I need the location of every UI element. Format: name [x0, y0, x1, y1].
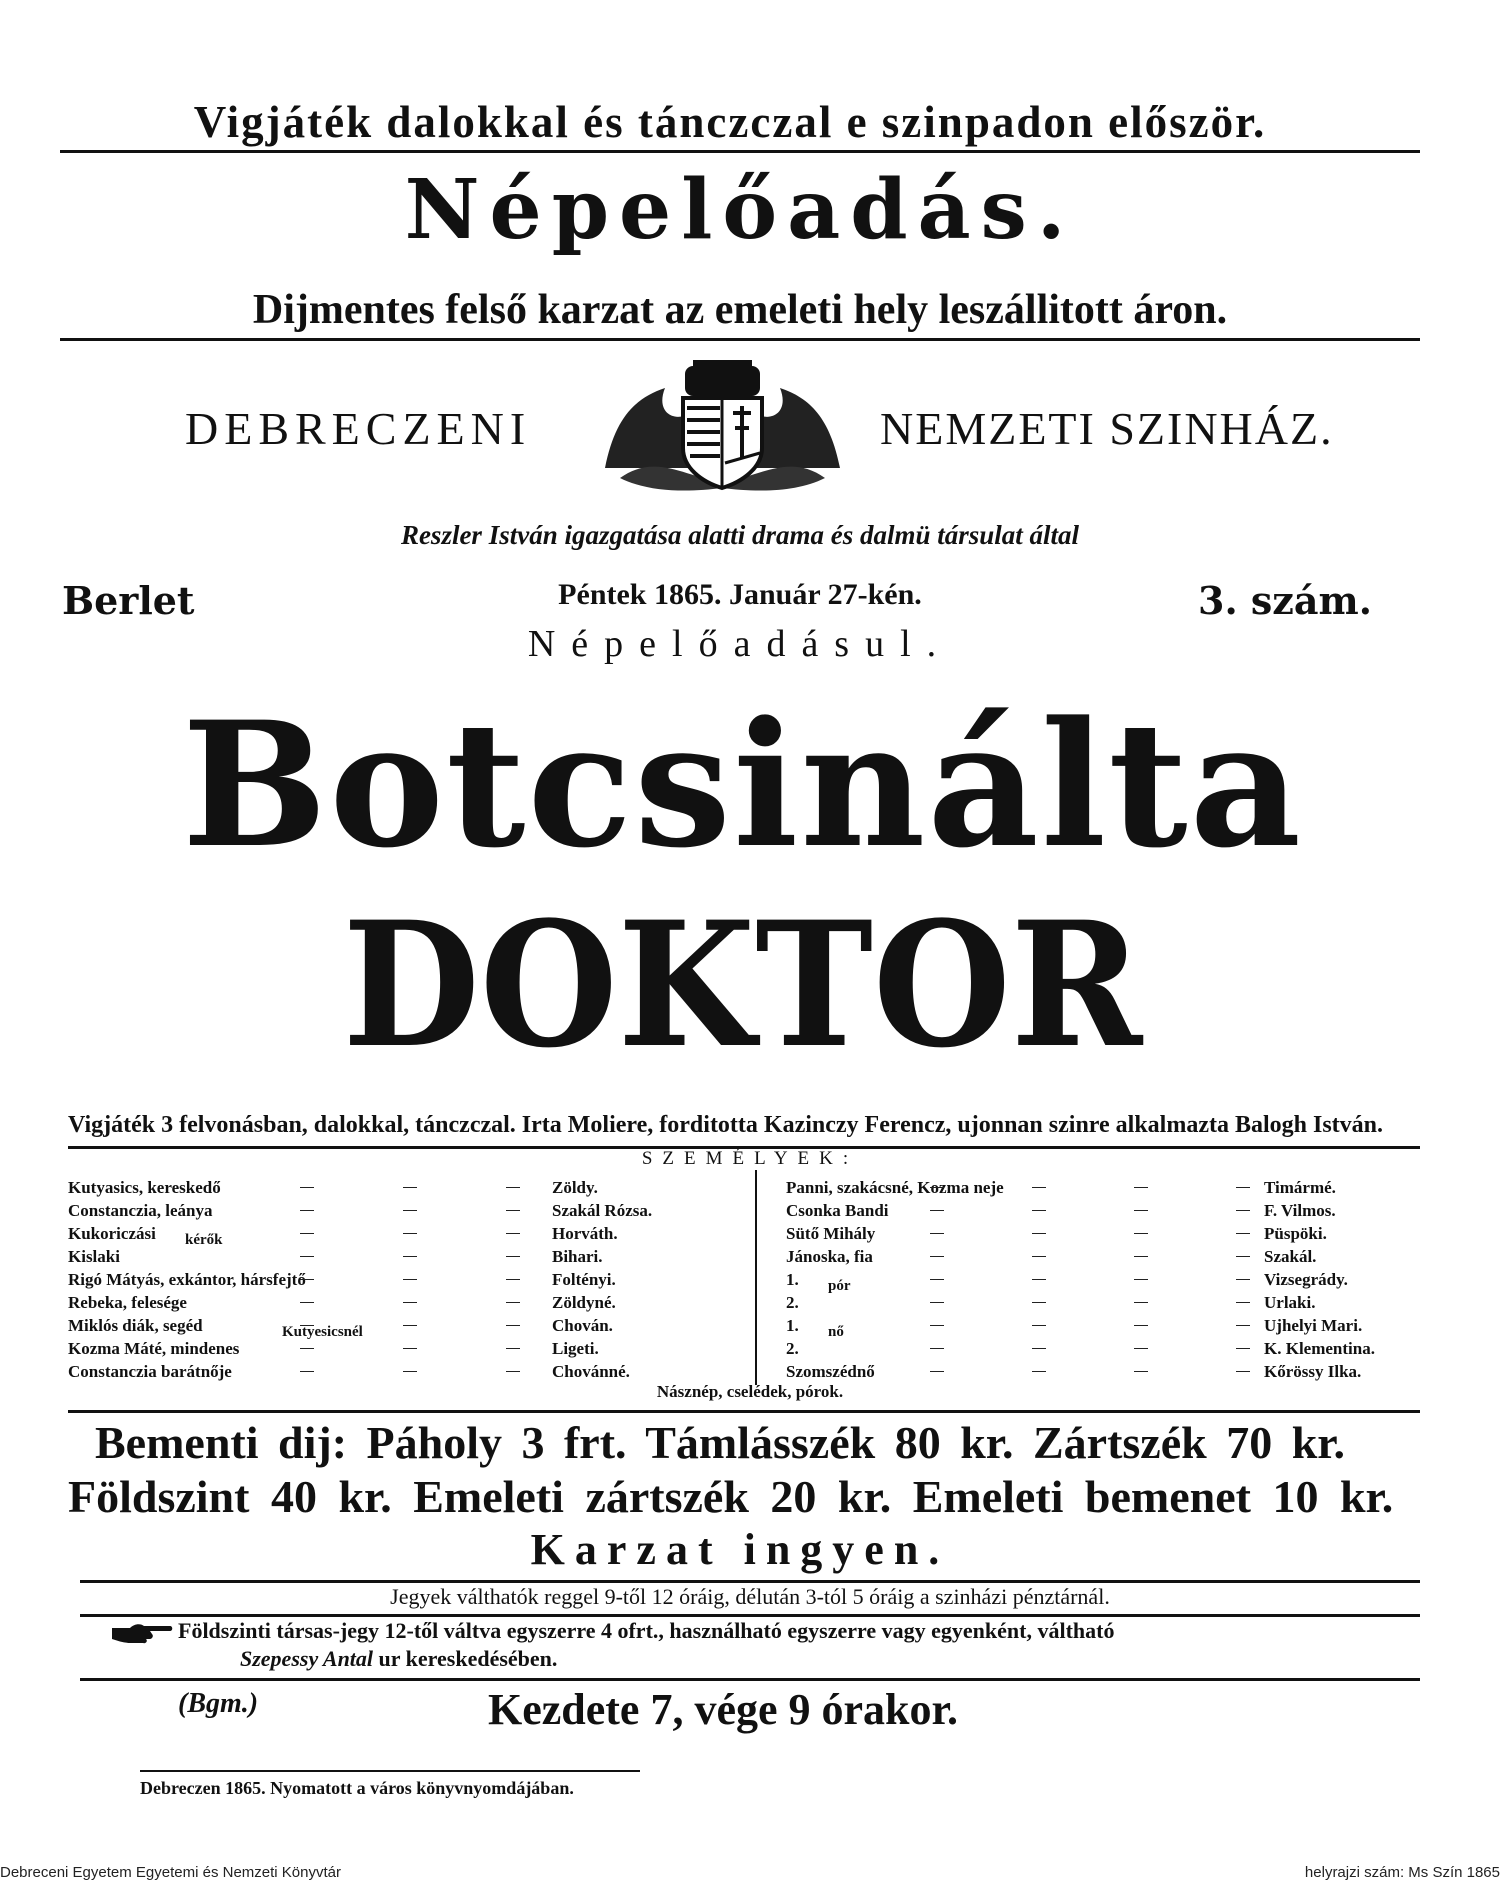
leader-dash [1134, 1187, 1148, 1188]
leader-dash [506, 1371, 520, 1372]
library-name: Debreceni Egyetem Egyetemi és Nemzeti Könyvtár [0, 1864, 341, 1881]
cast-left-roles [68, 1176, 306, 1383]
cast-leader-dashes [300, 1176, 520, 1199]
cast-leader-dashes [930, 1291, 1250, 1314]
cast-role: 2. [786, 1339, 799, 1358]
suitors-brace-label: kérők [185, 1232, 223, 1248]
women-brace-label: nő [828, 1324, 844, 1340]
leader-dash [930, 1187, 944, 1188]
performance-date: Péntek 1865. Január 27-kén. [558, 578, 922, 611]
leader-dash [506, 1279, 520, 1280]
cast-leader-dashes [930, 1176, 1250, 1199]
cast-role: Rebeka, felesége [68, 1293, 187, 1312]
shelfmark: helyrajzi szám: Ms Szín 1865 [1304, 1864, 1500, 1881]
cast-actor: Ujhelyi Mari. [1264, 1316, 1363, 1335]
cast-actor: Bihari. [552, 1247, 603, 1266]
leader-dash [300, 1256, 314, 1257]
cast-actor: Kőrössy Ilka. [1264, 1362, 1362, 1381]
leader-dash [506, 1302, 520, 1303]
print-imprint: Debreczen 1865. Nyomatott a város könyvnyomdájában. [140, 1778, 574, 1798]
leader-dash [1032, 1302, 1046, 1303]
cast-role: Panni, szakácsné, Kozma neje [786, 1178, 1004, 1197]
leader-dash [1236, 1210, 1250, 1211]
leader-dash [1032, 1256, 1046, 1257]
cast-role: Kislaki [68, 1247, 120, 1266]
leader-dash [930, 1210, 944, 1211]
cast-role: Kutyasics, kereskedő [68, 1178, 221, 1197]
leader-dash [930, 1256, 944, 1257]
leader-dash [1032, 1348, 1046, 1349]
leader-dash [403, 1233, 417, 1234]
divider [60, 150, 1420, 153]
cast-leader-dashes [930, 1222, 1250, 1245]
seller-name: Szepessy Antal [240, 1646, 374, 1671]
cast-actor: Zöldy. [552, 1178, 598, 1197]
leader-dash [300, 1371, 314, 1372]
leader-dash [1134, 1256, 1148, 1257]
cast-actor: Szakál Rózsa. [552, 1201, 653, 1220]
cast-actor: Urlaki. [1264, 1293, 1316, 1312]
leader-dash [1236, 1302, 1250, 1303]
cast-role: 2. [786, 1293, 799, 1312]
seller-suffix: ur kereskedésében. [378, 1646, 558, 1671]
leader-dash [1236, 1233, 1250, 1234]
cast-role: Rigó Mátyás, exkántor, hársfejtő [68, 1270, 306, 1289]
divider [60, 338, 1420, 341]
cast-role: Kukoriczási [68, 1224, 156, 1243]
play-title-doktor: DOKTOR [342, 883, 1143, 1086]
leader-dash [1134, 1371, 1148, 1372]
leader-dash [1134, 1233, 1148, 1234]
divider [80, 1614, 1420, 1617]
season-ticket-info: Földszinti társas-jegy 12-től váltva egyszerre 4 ofrt., használható egyszerre vagy egyenként, váltható [178, 1618, 1115, 1643]
printer-mark: (Bgm.) [178, 1688, 259, 1719]
start-time: Kezdete 7, vége 9 órakor. [488, 1685, 959, 1734]
leader-dash [506, 1256, 520, 1257]
cast-actor: Foltényi. [552, 1270, 616, 1289]
leader-dash [300, 1210, 314, 1211]
cast-actor: Püspöki. [1264, 1224, 1327, 1243]
leader-dash [1236, 1187, 1250, 1188]
cast-left-dashes [300, 1176, 520, 1383]
performance-occasion: Népelőadásul. [527, 623, 953, 665]
subheading: Dijmentes felső karzat az emeleti hely leszállitott áron. [252, 287, 1228, 333]
cast-actor: Vizsegrády. [1264, 1270, 1348, 1289]
leader-dash [403, 1210, 417, 1211]
cast-role: 1. [786, 1316, 799, 1335]
cast-actor: Horváth. [552, 1224, 618, 1243]
cast-role: Csonka Bandi [786, 1201, 889, 1220]
cast-extras: Násznép, cselédek, pórok. [656, 1382, 844, 1401]
cast-leader-dashes [930, 1245, 1250, 1268]
cast-actor: Szakál. [1264, 1247, 1317, 1266]
leader-dash [1032, 1371, 1046, 1372]
main-heading: Népelőadás. [404, 162, 1076, 258]
cast-actor: F. Vilmos. [1264, 1201, 1336, 1220]
leader-dash [300, 1187, 314, 1188]
leader-dash [1032, 1279, 1046, 1280]
cast-leader-dashes [930, 1314, 1250, 1337]
leader-dash [930, 1302, 944, 1303]
cast-leader-dashes [930, 1199, 1250, 1222]
leader-dash [506, 1210, 520, 1211]
performance-number: 3. szám. [1198, 578, 1372, 623]
leader-dash [403, 1348, 417, 1349]
leader-dash [506, 1348, 520, 1349]
cast-leader-dashes [930, 1337, 1250, 1360]
cast-left-actors [552, 1176, 652, 1383]
play-description: Vigjáték 3 felvonásban, dalokkal, tánczczal. Irta Moliere, forditotta Kazinczy Ferencz, ujonnan szinre alkalmazta Balogh István. [68, 1112, 1384, 1138]
cast-role: Sütő Mihály [786, 1224, 876, 1243]
divider [68, 1410, 1420, 1413]
season-ticket-seller [240, 1646, 557, 1672]
leader-dash [1134, 1325, 1148, 1326]
leader-dash [403, 1279, 417, 1280]
cast-role: Miklós diák, segéd [68, 1316, 203, 1335]
theatre-name-right: NEMZETI SZINHÁZ. [880, 403, 1334, 454]
prices-line-1: Bementi dij: Páholy 3 frt. Támlásszék 80 kr. Zártszék 70 kr. [95, 1417, 1345, 1468]
leader-dash [930, 1279, 944, 1280]
leader-dash [1134, 1279, 1148, 1280]
cast-role: Kozma Máté, mindenes [68, 1339, 240, 1358]
play-title: Botcsinálta [181, 683, 1304, 886]
cast-actor: Chován. [552, 1316, 613, 1335]
divider [140, 1770, 640, 1772]
leader-dash [506, 1187, 520, 1188]
coat-of-arms-icon [595, 358, 850, 498]
cast-leader-dashes [300, 1245, 520, 1268]
cast-leader-dashes [930, 1268, 1250, 1291]
leader-dash [403, 1256, 417, 1257]
leader-dash [403, 1371, 417, 1372]
leader-dash [300, 1348, 314, 1349]
ticket-hours: Jegyek válthatók reggel 9-től 12 óráig, délután 3-tól 5 óráig a szinházi pénztárnál. [390, 1584, 1110, 1609]
leader-dash [1236, 1348, 1250, 1349]
leader-dash [300, 1233, 314, 1234]
divider [80, 1580, 1420, 1583]
cast-actor: Chovánné. [552, 1362, 630, 1381]
cast-leader-dashes [300, 1291, 520, 1314]
cast-actor: Zöldyné. [552, 1293, 616, 1312]
leader-dash [1236, 1325, 1250, 1326]
servants-brace-label: Kutyesicsnél [282, 1324, 363, 1340]
leader-dash [506, 1233, 520, 1234]
leader-dash [506, 1325, 520, 1326]
subscription-label: Berlet [62, 578, 195, 623]
cast-right-actors [1264, 1176, 1375, 1383]
cast-leader-dashes [300, 1268, 520, 1291]
company-direction: Reszler István igazgatása alatti drama és dalmü társulat által [400, 520, 1080, 550]
gallery-free: Karzat ingyen. [530, 1525, 950, 1574]
prices-line-2: Földszint 40 kr. Emeleti zártszék 20 kr. Emeleti bemenet 10 kr. [68, 1471, 1394, 1522]
leader-dash [930, 1233, 944, 1234]
leader-dash [1134, 1302, 1148, 1303]
leader-dash [300, 1302, 314, 1303]
cast-role: Constanczia, leánya [68, 1201, 213, 1220]
cast-leader-dashes [300, 1222, 520, 1245]
cast-column-divider [755, 1170, 757, 1385]
cast-actor: Ligeti. [552, 1339, 599, 1358]
leader-dash [403, 1187, 417, 1188]
cast-leader-dashes [300, 1199, 520, 1222]
cast-actor: Timármé. [1264, 1178, 1336, 1197]
leader-dash [1134, 1210, 1148, 1211]
cast-leader-dashes [930, 1360, 1250, 1383]
leader-dash [1134, 1348, 1148, 1349]
leader-dash [930, 1371, 944, 1372]
cast-role: 1. [786, 1270, 799, 1289]
cast-actor: K. Klementina. [1264, 1339, 1375, 1358]
leader-dash [403, 1325, 417, 1326]
leader-dash [1032, 1210, 1046, 1211]
leader-dash [1032, 1187, 1046, 1188]
cast-role: Szomszédnő [786, 1362, 875, 1381]
tagline: Vigjáték dalokkal és tánczczal e szinpadon először. [193, 97, 1267, 147]
leader-dash [1032, 1233, 1046, 1234]
leader-dash [403, 1302, 417, 1303]
leader-dash [300, 1279, 314, 1280]
theatre-name-left: DEBRECZENI [185, 403, 532, 454]
leader-dash [1032, 1325, 1046, 1326]
leader-dash [1236, 1279, 1250, 1280]
leader-dash [930, 1348, 944, 1349]
cast-right-dashes [930, 1176, 1250, 1383]
leader-dash [1236, 1371, 1250, 1372]
peasants-brace-label: pór [828, 1278, 851, 1294]
divider [80, 1678, 1420, 1681]
leader-dash [930, 1325, 944, 1326]
leader-dash [1236, 1256, 1250, 1257]
cast-heading: SZEMÉLYEK: [641, 1148, 859, 1169]
cast-leader-dashes [300, 1360, 520, 1383]
cast-role: Jánoska, fia [786, 1247, 873, 1266]
pointing-hand-icon [110, 1620, 174, 1646]
cast-role: Constanczia barátnője [68, 1362, 232, 1381]
